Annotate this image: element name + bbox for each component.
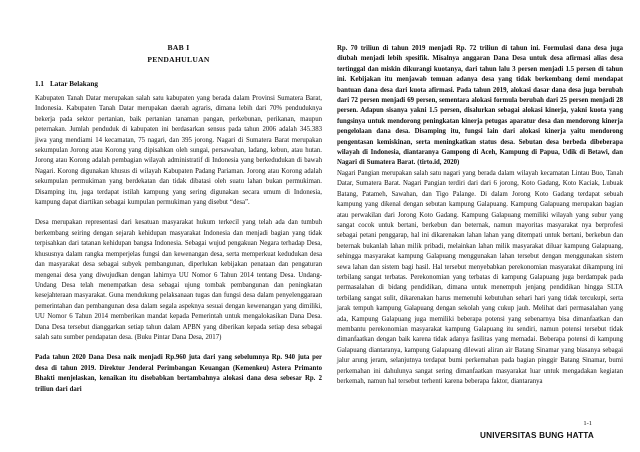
paragraph-left-3: Pada tahun 2020 Dana Desa naik menjadi Rp.960 juta dari yang sebelumnya Rp. 940 juta per desa di tahun 2019. Direktur Jenderal Perimbangan Keuangan (Kemenkeu) Astera Primanto Bhakti menjelaskan, kenaikan itu disebabkan bertambahnya alokasi dana desa sebesar Rp. 2 triliun dari dari xyxy=(35,354,322,393)
page-number: 1-1 xyxy=(583,420,592,427)
paragraph-right-2: Nagari Pangian merupakan salah satu nagari yang berada dalam wilayah kecamatan Lintau Buo, Tanah Datar, Sumatera Barat. Nagari Pangian terdiri dari dari 6 jorong, Koto Gadang, Koto Kaciak, Lubuak Batang, Patameh, Sawahan, dan Tigo Palange. Di dalam Jorong Koto Gadang terdapat sebuah kampung yang dikenal dengan sebutan kampung Galapuang. Kampung Galapuang merupakan bagian atau perwakilan dari Jorong Koto Gadang. Kampung Galapuang memiliki wilayah yang subur yang sangat cocok untuk bertani, berkebun dan beternak, namun mayoritas masyarakat nya berprofesi sebagai petani penggarap, hal ini dikarenakan lahan lahan yang ditempati untuk bertani, berkebun dan beternak bukanlah lahan milik pribadi, melainkan lahan milik masyarakat diluar kampung Galapuang, sehingga masyarakat kampung Galapuang menggunakan lahan tersebut dengan menggunakan sistem sewa lahan dan sistem bagi hasil. Hal tersebut menyebabkan perekonomian masyarakat dikampung ini terbilang sangat terbatas. Perekonomian yang terbatas di kampung Galapuang juga berdampak pada permasalahan di bidang pendidikan, dimana untuk menempuh jenjang pendidikan hingga SLTA terbilang sangat sulit, dikarenakan harus memenuhi kebutuhan sehari hari yang tidak tercukupi, serta jarak tempuh kampung Galapuang dengan sekolah yang cukup jauh. Melihat dari permasalahan yang ada, Kampung Galapuang juga memiliki beberapa potensi yang sebenarnya bisa dimanfaatkan dan membantu perekonomian masyarakat kampung Galapuang itu sendiri, namun potensi tersebut tidak dimanfaatkan dengan baik karena tidak adanya fasilitas yang memadai. Beberapa potensi di kampung Galapuang diantaranya, kampung Galapuang dilewati aliran air Batang Sinamar yang biasanya sebagai jalur arung jeram, selanjutnya terdapat bumi perkemahan pada bagian pinggir Batang Sinamar, bumi perkemahan ini dahulunya sangat sering dimanfaatkan masyarakat luar untuk mengadakan kegiatan berkemah, namun hal tersebut terhenti karena beberapa faktor, diantaranya xyxy=(337,169,623,385)
paragraph-right-1: Rp. 70 triliun di tahun 2019 menjadi Rp. 72 triliun di tahun ini. Formulasi dana desa juga diubah menjadi lebih spesifik. Misalnya anggaran Dana Desa untuk desa afirmasi alias desa tertinggal dan miskin dikurangi kuotanya, dari tahun lalu 3 persen menjadi 1.5 persen di tahun ini. Kebijakan itu menjawab temuan adanya desa yang tidak berkembang demi mendapat bantuan dana desa dari kuota afirmasi. Pada tahun 2019, alokasi dasar dana desa juga berubah dari 72 persen menjadi 69 persen, sementara alokasi formula berubah dari 25 persen menjadi 28 persen. Adapun sisanya yakni 1.5 persen, disalurkan sebagai alokasi kinerja, yakni kuota yang fungsinya untuk mendorong peningkatan kinerja petugas aparatur desa dan mendorong kinerja pengelolaan dana desa. Disamping itu, fungsi lain dari alokasi kinerja yaitu mendorong pengentasan kemiskinan, serta meningkatkan status desa. Sebutan desa berbeda dibeberapa wilayah di Indonesia, diantaranya Gampong di Aceh, Kampung di Papua, Udik di Betawi, dan Nagari di Sumatera Barat. (tirto.id, 2020) xyxy=(337,45,623,167)
institution-name: UNIVERSITAS BUNG HATTA xyxy=(479,431,594,440)
paragraph-left-2: Desa merupakan representasi dari kesatuan masyarakat hukum terkecil yang telah ada dan tumbuh berkembang seiring dengan sejarah kehidupan masyarakat Indonesia dan menjadi bagian yang tidak terpisahkan dari tatanan kehidupan bangsa Indonesia. Sebagai wujud pengakuan Negara terhadap Desa, khususnya dalam rangka memperjelas fungsi dan kewenangan desa, serta memperkuat kedudukan desa dan masyarakat desa sebagai subyek pembangunan, diperlukan kebijakan penataan dan pengaturan mengenai desa yang diwujudkan dengan lahirnya UU Nomor 6 Tahun 2014 tentang Desa. Undang-Undang Desa telah menempatkan desa sebagai ujung tombak pembangunan dan peningkatan kesejahteraan masyarakat. Guna mendukung pelaksanaan tugas dan fungsi desa dalam penyelenggaraan pemerintahan dan pembangunan desa dalam segala aspeknya sesuai dengan kewenangan yang dimiliki, UU Nomor 6 Tahun 2014 memberikan mandat kepada Pemerintah untuk mengalokasikan Dana Desa. Dana Desa tersebut dianggarkan setiap tahun dalam APBN yang diberikan kepada setiap desa sebagai salah satu sumber pendapatan desa. (Buku Pintar Dana Desa, 2017) xyxy=(35,219,322,341)
right-column xyxy=(337,44,623,397)
chapter-title: BAB I xyxy=(167,43,190,52)
paragraph-left-1: Kabupaten Tanah Datar merupakan salah satu kabupaten yang berada dalam Provinsi Sumatera Barat, Indonesia. Kabupaten Tanah Datar merupakan daerah agraris, dimana lebih dari 70% penduduknya bekerja pada sektor pertanian, baik pertanian tanaman pangan, perkebunan, perikanan, maupun peternakan. Jumlah penduduk di kabupaten ini berdasarkan sensus pada tahun 2006 adalah 345.383 jiwa yang mendiami 14 kecamatan, 75 nagari, dan 395 jorong. Nagari di Sumatera Barat merupakan sekumpulan Jorong atau Korong yang dipisahkan oleh sungai, persawahan, ladang, kebun, atau hutan. Jorong atau Korong adalah pembagian wilayah administratif di Indonesia yang berkedudukan di bawah Nagari. Korong digunakan khusus di wilayah Kabupaten Padang Pariaman. Jorong atau Korong adalah sekumpulan permukiman yang berdekatan dan tidak dibatasi oleh suatu lahan bukan permukiman. Disamping itu, juga terdapat istilah kampung yang sering digunakan secara umum di Indonesia, kampung dapat diartikan sebagai kumpulan permukiman yang disebut “desa”. xyxy=(35,95,322,207)
section-title: Latar Belakang xyxy=(49,80,98,88)
section-heading xyxy=(35,79,322,89)
section-number: 1.1 xyxy=(35,80,44,88)
left-column xyxy=(35,42,322,395)
page-footer xyxy=(480,420,594,440)
chapter-heading xyxy=(35,42,322,66)
chapter-subtitle: PENDAHULUAN xyxy=(147,55,210,64)
